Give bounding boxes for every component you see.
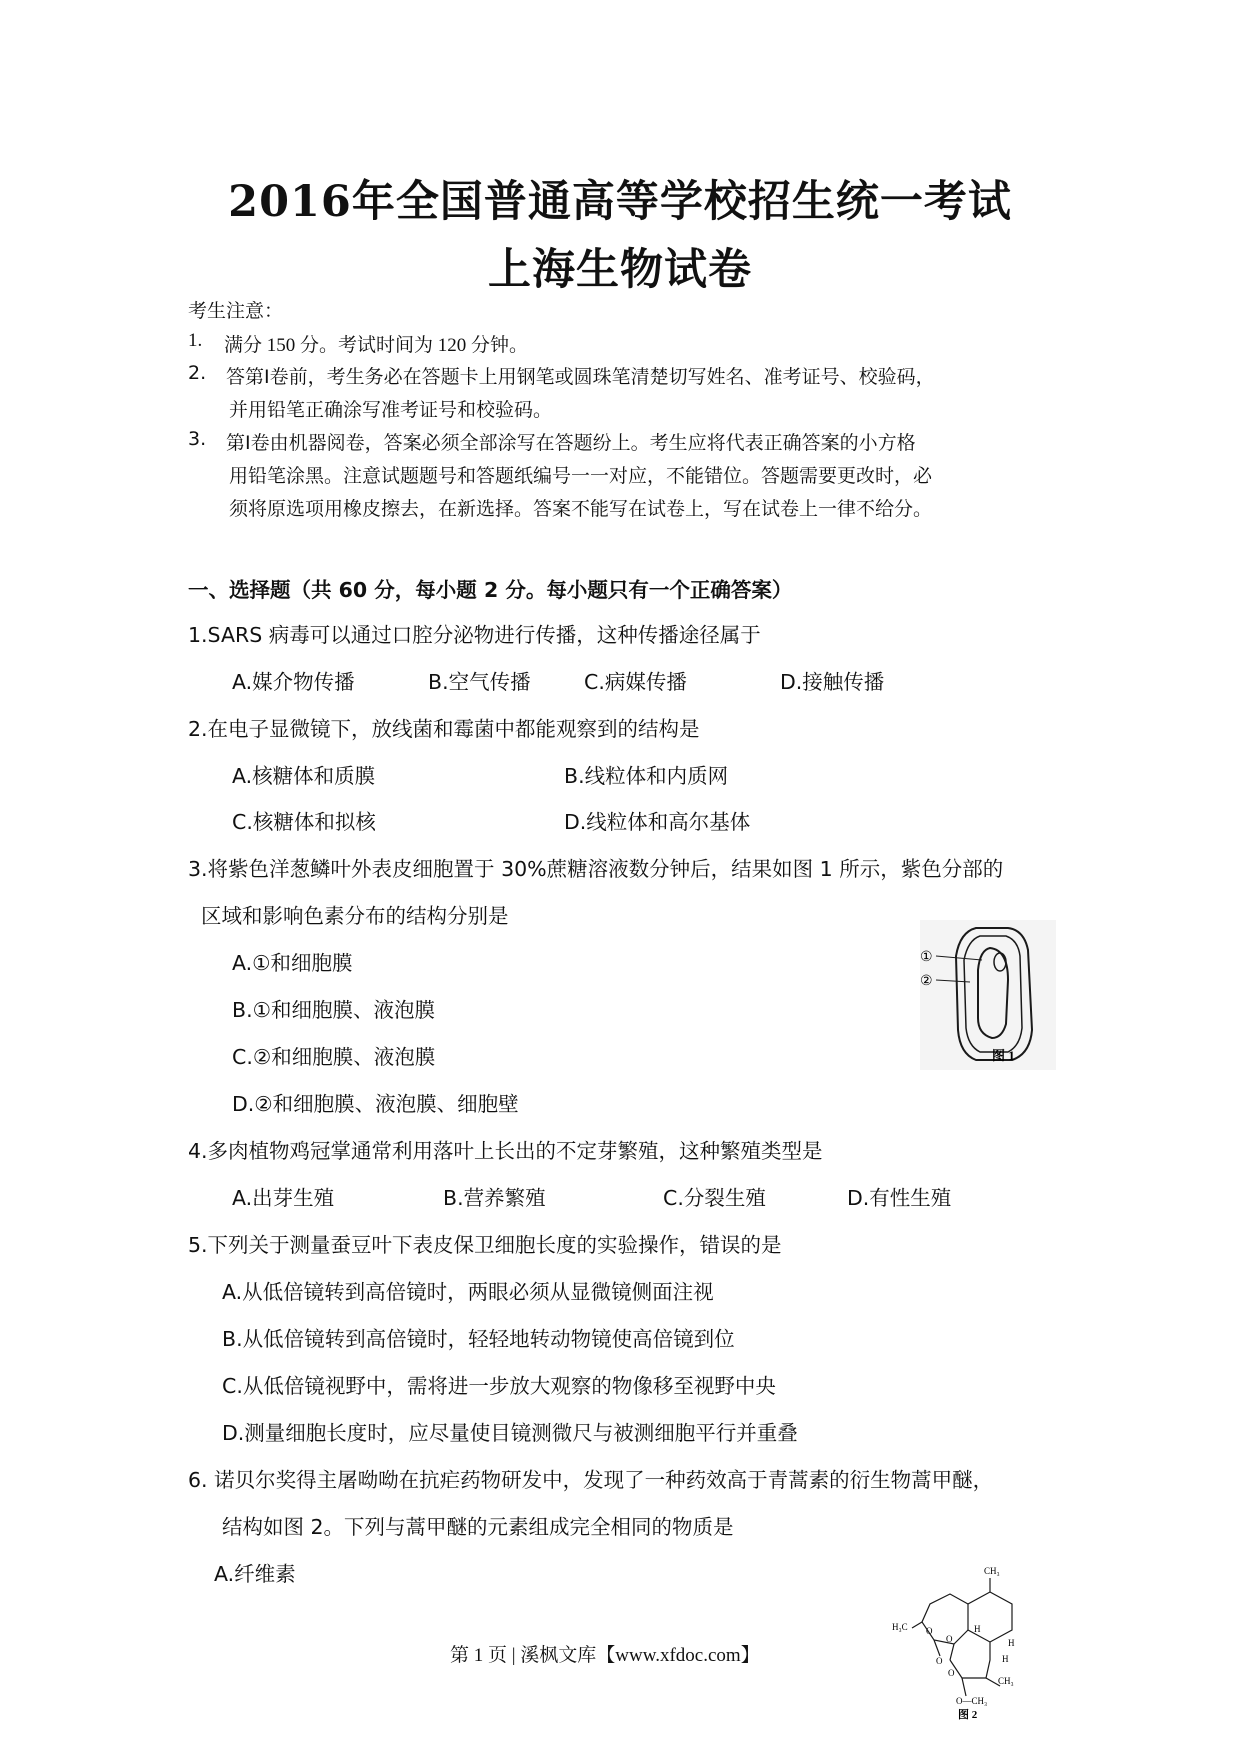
- notice-item-text: 第Ⅰ卷由机器阅卷，答案必须全部涂写在答题纷上。考生应将代表正确答案的小方格: [226, 432, 916, 454]
- notice-item-text: 用铅笔涂黑。注意试题题号和答题纸编号一一对应，不能错位。答题需要更改时，必: [229, 465, 933, 487]
- answer-option: A.核糖体和质膜: [232, 764, 376, 788]
- atom-label: H: [1008, 1638, 1015, 1648]
- answer-option: C.核糖体和拟核: [232, 810, 376, 834]
- answer-option: A.纤维素: [214, 1562, 296, 1586]
- atom-label: O: [936, 1656, 943, 1666]
- atom-label: CH₃: [984, 1566, 1000, 1576]
- notice-item-number: 1.: [188, 330, 203, 351]
- figure-1-cell-diagram: [920, 920, 1056, 1070]
- answer-option: C.病媒传播: [584, 670, 687, 694]
- question-stem: 2.在电子显微镜下，放线菌和霉菌中都能观察到的结构是: [188, 717, 700, 741]
- answer-option: A.媒介物传播: [232, 670, 355, 694]
- question-stem: 4.多肉植物鸡冠掌通常利用落叶上长出的不定芽繁殖，这种繁殖类型是: [188, 1139, 823, 1163]
- answer-option: B.①和细胞膜、液泡膜: [232, 998, 435, 1022]
- notice-item-text: 须将原选项用橡皮擦去，在新选择。答案不能写在试卷上，写在试卷上一律不给分。: [229, 498, 933, 520]
- answer-option: D.测量细胞长度时，应尽量使目镜测微尺与被测细胞平行并重叠: [222, 1421, 798, 1445]
- figure-1-label-2: ②: [920, 974, 933, 989]
- atom-label: O: [926, 1626, 933, 1636]
- answer-option: D.有性生殖: [847, 1186, 952, 1210]
- atom-label: H: [1002, 1654, 1009, 1664]
- figure-1-caption: 图 1: [992, 1048, 1015, 1063]
- notice-item-text: 答第Ⅰ卷前，考生务必在答题卡上用钢笔或圆珠笔清楚切写姓名、准考证号、校验码，: [226, 366, 935, 388]
- answer-option: B.空气传播: [428, 670, 531, 694]
- exam-subtitle: 上海生物试卷: [488, 245, 752, 295]
- notice-item-text: 满分 150 分。考试时间为 120 分钟。: [224, 335, 529, 356]
- question-stem: 3.将紫色洋葱鳞叶外表皮细胞置于 30%蔗糖溶液数分钟后，结果如图 1 所示，紫色分部的: [188, 857, 1004, 881]
- atom-label: O: [948, 1668, 955, 1678]
- figure-1-label-1: ①: [920, 950, 933, 965]
- notice-heading: 考生注意：: [188, 300, 284, 322]
- page-footer: 第 1 页 | 溪枫文库【www.xfdoc.com】: [450, 1645, 760, 1666]
- answer-option: A.从低倍镜转到高倍镜时，两眼必须从显微镜侧面注视: [222, 1280, 714, 1304]
- question-stem: 区域和影响色素分布的结构分别是: [201, 904, 509, 928]
- answer-option: A.①和细胞膜: [232, 951, 353, 975]
- answer-option: D.线粒体和高尔基体: [564, 810, 751, 834]
- figure-2-caption: 图 2: [958, 1709, 978, 1720]
- notice-item-number: 3.: [188, 428, 207, 450]
- atom-label: O—CH₃: [956, 1696, 988, 1706]
- question-stem: 5.下列关于测量蚕豆叶下表皮保卫细胞长度的实验操作，错误的是: [188, 1233, 782, 1257]
- figure-2-structure-diagram: [890, 1560, 1040, 1720]
- answer-option: D.②和细胞膜、液泡膜、细胞壁: [232, 1092, 519, 1116]
- atom-label: H₃C: [892, 1622, 908, 1632]
- exam-title: 2016年全国普通高等学校招生统一考试: [228, 177, 1012, 227]
- answer-option: A.出芽生殖: [232, 1186, 335, 1210]
- figure-background: [920, 920, 1056, 1070]
- atom-label: H: [974, 1624, 981, 1634]
- answer-option: C.从低倍镜视野中，需将进一步放大观察的物像移至视野中央: [222, 1374, 776, 1398]
- answer-option: D.接触传播: [780, 670, 885, 694]
- notice-item-text: 并用铅笔正确涂写准考证号和校验码。: [229, 399, 553, 421]
- question-stem: 结构如图 2。下列与蒿甲醚的元素组成完全相同的物质是: [222, 1515, 734, 1539]
- notice-item-number: 2.: [188, 362, 207, 384]
- question-stem: 6. 诺贝尔奖得主屠呦呦在抗疟药物研发中，发现了一种药效高于青蒿素的衍生物蒿甲醚，: [188, 1468, 994, 1492]
- answer-option: B.线粒体和内质网: [564, 764, 729, 788]
- molecule-bonds: [912, 1578, 1012, 1696]
- atom-label: CH₃: [998, 1676, 1014, 1686]
- answer-option: B.从低倍镜转到高倍镜时，轻轻地转动物镜使高倍镜到位: [222, 1327, 735, 1351]
- question-stem: 1.SARS 病毒可以通过口腔分泌物进行传播，这种传播途径属于: [188, 623, 761, 647]
- answer-option: C.分裂生殖: [663, 1186, 766, 1210]
- section-heading: 一、选择题（共 60 分，每小题 2 分。每小题只有一个正确答案）: [188, 578, 793, 602]
- atom-label: O: [946, 1634, 953, 1644]
- answer-option: C.②和细胞膜、液泡膜: [232, 1045, 436, 1069]
- answer-option: B.营养繁殖: [443, 1186, 546, 1210]
